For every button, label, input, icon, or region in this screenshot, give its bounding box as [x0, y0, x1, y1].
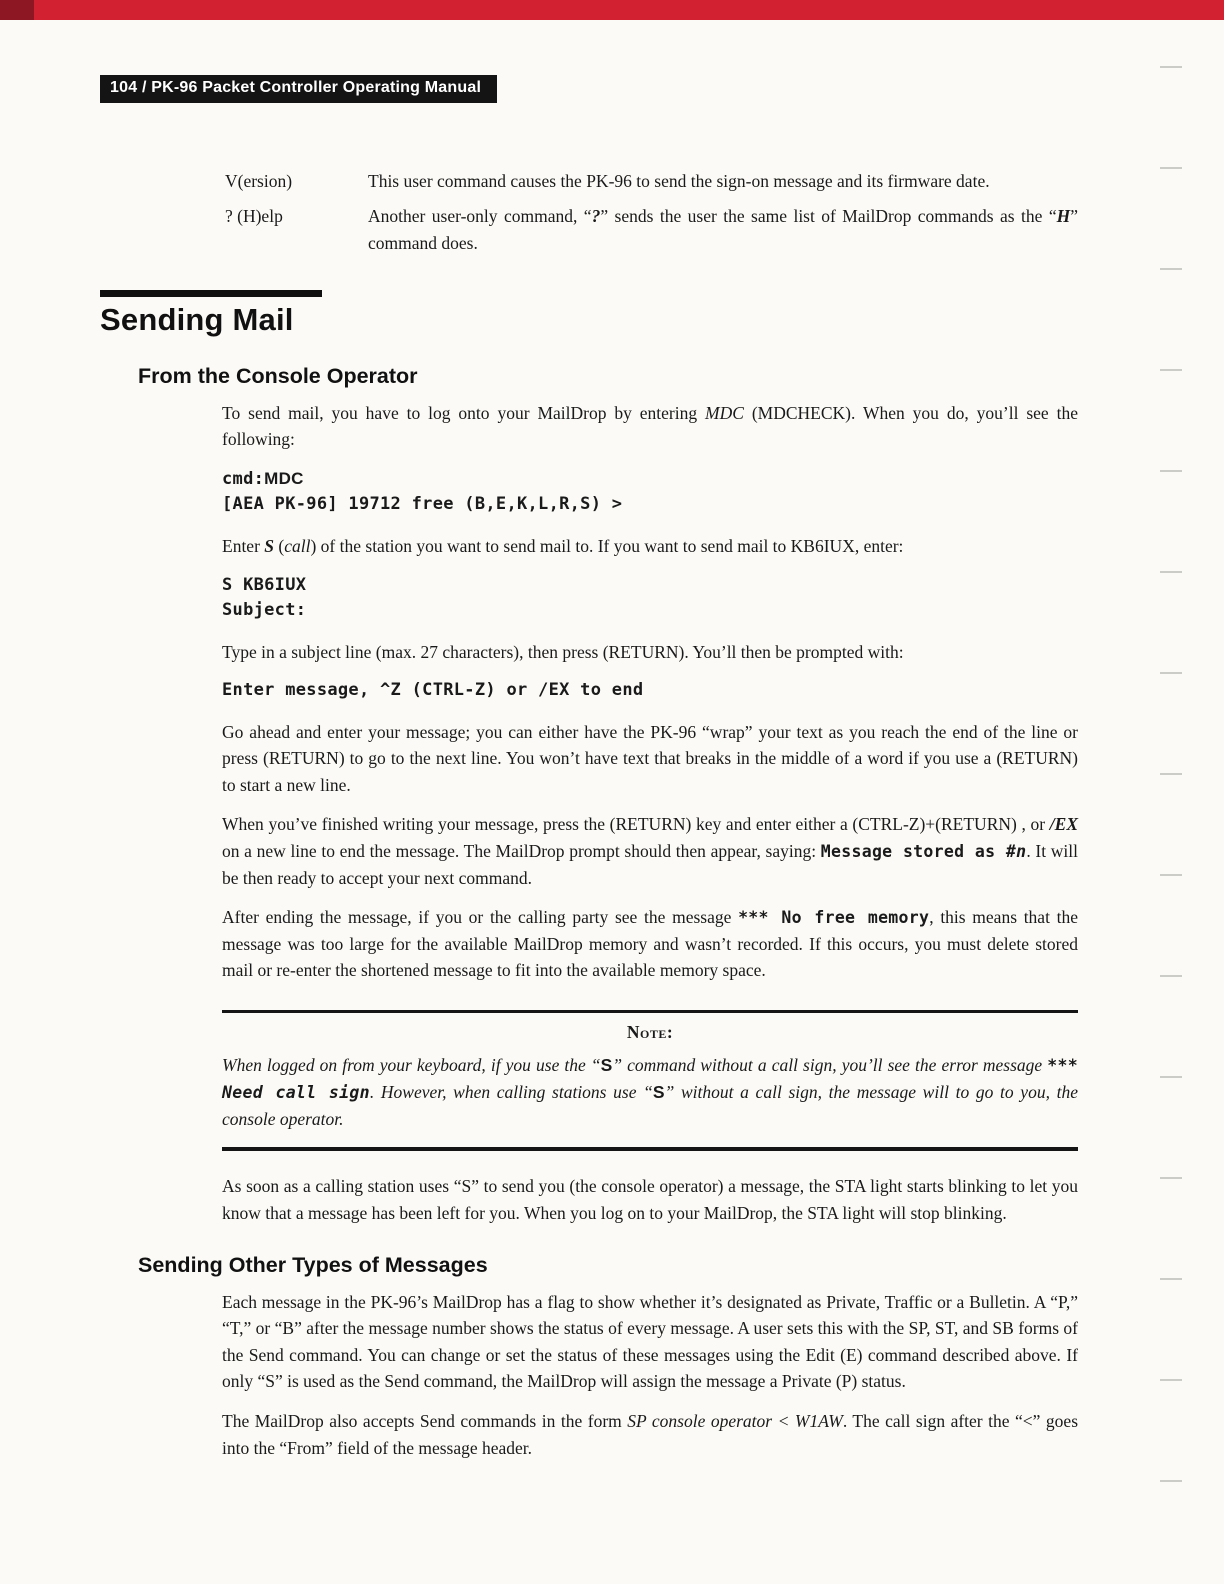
paragraph-send-form — [222, 1408, 1078, 1461]
paragraph-text: When you’ve finished writing your message, press the (RETURN) key and enter either a (CTRL-Z)+(RETURN) , or — [222, 814, 1050, 835]
definition-description: This user command causes the PK-96 to send the sign-on message and its firmware date. — [368, 171, 990, 191]
command-name-italic: MDC — [705, 402, 744, 423]
subsection-title-other-types: Sending Other Types of Messages — [138, 1252, 488, 1277]
command-form-italic: SP console operator < W1AW — [627, 1410, 843, 1431]
paragraph-text: . It will be then ready to accept your next command. — [222, 841, 1078, 888]
section-rule — [100, 290, 322, 297]
note-text-part: ” without a call sign, the message will to go to you, the console operator. — [222, 1082, 1078, 1130]
page-header-title: / PK-96 Packet Controller Operating Manual — [137, 79, 482, 96]
definition-text-italic: ? — [591, 206, 601, 227]
note-divider-top — [222, 1010, 1078, 1013]
command-italic: /EX — [1049, 814, 1078, 835]
argument-italic: call — [284, 535, 311, 556]
paragraph-text: on a new line to end the message. The MailDrop prompt should then appear, saying: — [222, 841, 821, 861]
inline-code-italic: n — [1016, 842, 1027, 861]
code-line — [222, 466, 1078, 493]
scan-red-bar-main — [0, 0, 1224, 20]
page-header-bar — [100, 75, 497, 103]
note-text-part: When logged on from your keyboard, if you use the “ — [222, 1054, 601, 1075]
body-block — [222, 1289, 1078, 1462]
note-text-part: . However, when calling stations use “ — [369, 1082, 653, 1103]
definition-text: Another user-only command, “ — [368, 206, 592, 227]
section-title: Sending Mail — [100, 301, 294, 337]
note-label: Note: — [626, 1021, 674, 1042]
paragraph-no-free-memory — [222, 904, 1078, 984]
code-block-mdc — [222, 466, 1078, 518]
note-text-part: ” command without a call sign, you’ll see the error message — [612, 1054, 1048, 1075]
paragraph-text: , this means that the message was too large for the available MailDrop memory and wasn’t recorded. If this occurs, you must delete stored mail or re-enter the shortened message to fit into the available memory space. — [222, 907, 1079, 981]
code-block-send — [222, 573, 1078, 624]
command-letter: S — [652, 1082, 665, 1103]
definition-row-help — [225, 203, 1078, 256]
paragraph-text: To send mail, you have to log onto your MailDrop by entering — [222, 402, 706, 423]
body-block — [222, 400, 1078, 1227]
paragraph-text: Enter — [222, 535, 265, 556]
scan-artifact-red-bar — [0, 0, 1224, 20]
definition-term: V(ersion) — [225, 171, 293, 191]
code-line: [AEA PK-96] 19712 free (B,E,K,L,R,S) > — [222, 494, 623, 515]
note-text — [222, 1052, 1078, 1133]
page-content — [100, 168, 1078, 1474]
paragraph-text: ) of the station you want to send mail to. If you want to send mail to KB6IUX, enter: — [310, 535, 904, 556]
definition-text: ” sends the user the same list of MailDrop commands as the “ — [600, 206, 1057, 227]
paragraph-text: ( — [274, 535, 285, 556]
code-line: Enter message, ^Z (CTRL-Z) or /EX to end — [222, 680, 644, 701]
definition-description — [368, 203, 1078, 256]
paragraph-sta-light: As soon as a calling station uses “S” to send you (the console operator) a message, the STA light starts blinking to let you know that a message has been left for you. When you log on to your MailDrop, the STA light will stop blinking. — [222, 1176, 1078, 1223]
definition-text-italic: H — [1056, 206, 1071, 227]
command-letter-italic: S — [264, 535, 275, 556]
user-input-italic: MDC — [264, 468, 304, 488]
inline-code-italic: *** Need call sign — [222, 1055, 1078, 1103]
code-line: S KB6IUX — [222, 574, 307, 595]
paragraph-text: . The call sign after the “<” goes into the “From” field of the message header. — [222, 1410, 1079, 1458]
paragraph-finish-message — [222, 811, 1078, 891]
definition-term: ? (H)elp — [225, 206, 283, 227]
paragraph-text: (MDCHECK). When you do, you’ll see the following: — [222, 402, 1078, 450]
definition-row-version — [225, 168, 1078, 194]
page-number: 104 — [110, 79, 138, 96]
command-letter: S — [600, 1054, 613, 1075]
paragraph-text: After ending the message, if you or the calling party see the message — [222, 907, 739, 928]
code-line: Subject: — [222, 600, 307, 621]
scan-red-bar-accent — [0, 0, 34, 20]
cmd-prompt: cmd: — [222, 468, 265, 489]
note-divider-bottom — [222, 1147, 1078, 1151]
paragraph-message-flags: Each message in the PK-96’s MailDrop has a flag to show whether it’s designated as Private, Traffic or a Bulletin. A “P,” “T,” or “B” after the message number shows the status of every message. A user sets this with the SP, ST, and SB forms of the Send command. You can change or set the status of these messages using the Edit (E) command described above. If only “S” is used as the Send command, the MailDrop will assign the message a Private (P) status. — [222, 1291, 1078, 1392]
paragraph-text: The MailDrop also accepts Send commands in the form — [222, 1410, 628, 1431]
paragraph-wrap: Go ahead and enter your message; you can either have the PK-96 “wrap” your text as you reach the end of the line or press (RETURN) to go to the next line. You won’t have text that breaks in the middle of a word if you use a (RETURN) to start a new line. — [222, 721, 1078, 795]
paragraph-enter-s — [222, 533, 1078, 560]
inline-code: Message stored as # — [820, 842, 1017, 861]
subsection-title-from-console: From the Console Operator — [138, 363, 418, 388]
binder-marks — [1160, 66, 1182, 1536]
inline-code: *** No free memory — [738, 908, 930, 928]
paragraph-subject: Type in a subject line (max. 27 characters), then press (RETURN). You’ll then be prompted with: — [222, 641, 904, 662]
definition-text: ” command does. — [368, 206, 1079, 253]
paragraph-intro — [222, 400, 1078, 453]
code-block-enter-message — [222, 678, 1078, 704]
